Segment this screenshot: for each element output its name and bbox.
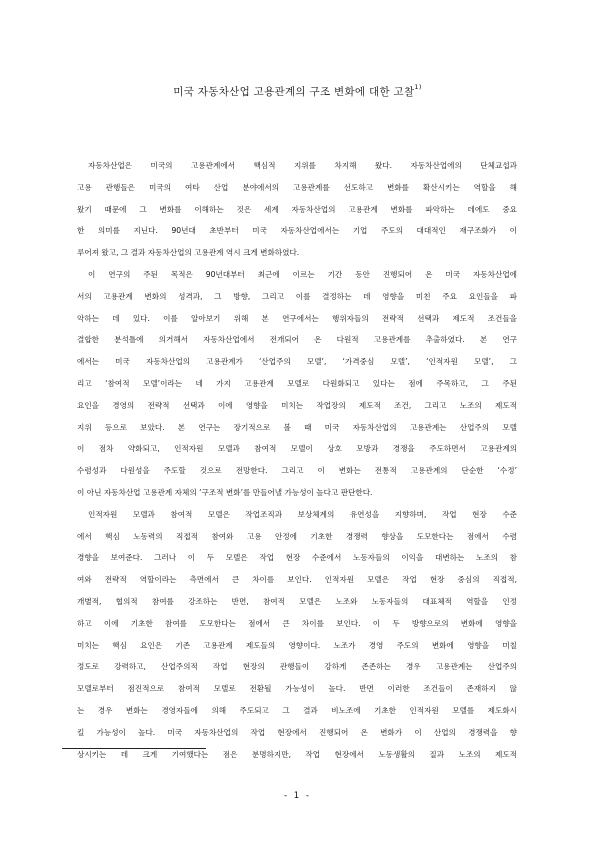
- text-line: 루어져 왔고, 그 결과 자동차산업의 고용관계 역시 크게 변화하였다.: [77, 248, 300, 258]
- text-line: 정도로 강력하고, 산업주의적 작업 현장의 관행들이 강하게 존존하는 경우 고용관계는 산업주의: [77, 662, 517, 672]
- title-footnote-marker: 1): [414, 83, 422, 91]
- text-line: 서의 고용관계 변화의 성격과, 그 방향, 그리고 이를 결정하는 데 영향을 미친 주요 요인들을 파: [77, 291, 517, 301]
- paragraph-3: [77, 504, 517, 766]
- text-line: 자동차산업은 미국의 고용관계에서 핵심적 지위를 차지해 왔다. 자동차산업에의 단체교섭과: [88, 161, 517, 170]
- text-line: 지위 등으로 보았다. 본 연구는 장기적으로 볼 때 미국 자동차산업의 고용관계는 산업주의 모델: [77, 422, 517, 432]
- text-line: 수렴성과 다원성을 주도할 것으로 전망한다. 그리고 이 변화는 전통적 고용관계의 단순한 ‘수정’: [77, 466, 517, 476]
- text-line: 모델로부터 점진적으로 참여적 모델로 전환될 가능성이 높다. 반면 이러한 조건들이 존재하지 않: [77, 684, 517, 694]
- footnote-divider: [62, 748, 206, 749]
- text-line: 요인을 경영의 전략적 선택과 이에 영향을 미치는 작업장의 제도적 조건, 그리고 노조의 제도적: [77, 400, 517, 410]
- text-line: 개별적, 협의적 참여를 강조하는 반면, 참여적 모델은 노조와 노동자들의 대표체적 역할을 인정: [77, 596, 517, 606]
- text-line: 한 의미를 지닌다. 90년대 초반부터 미국 자동차산업에서는 기업 주도의 대대적인 재구조화가 이: [77, 226, 517, 236]
- text-line: 여와 전략적 역할이라는 측면에서 큰 차이를 보인다. 인적자원 모델은 작업 현장 중심의 직접적,: [77, 575, 517, 585]
- text-line: 에서 핵심 노동력의 직접적 참여와 고용 안정에 기초한 경쟁력 향상을 도모한다는 점에서 수렴: [77, 531, 517, 541]
- text-line: 이 아닌 자동차산업 고용관계 자체의 ‘구조적 변화’를 만들어낼 가능성이 높다고 판단한다.: [77, 487, 373, 497]
- text-line: 악하는 데 있다. 이를 알아보기 위해 본 연구에서는 행위자들의 전략적 선택과 제도적 조건들을: [77, 313, 517, 323]
- title-text: 미국 자동차산업 고용관계의 구조 변화에 대한 고찰: [173, 86, 415, 98]
- text-line: 하고 이에 기초한 참여를 도모한다는 점에서 큰 차이를 보인다. 이 두 방향으로의 변화에 영향을: [77, 618, 517, 628]
- document-body: [77, 155, 517, 765]
- text-line: 이 연구의 주된 목적은 90년대부터 최근에 이르는 기간 동안 진행되어 온 미국 자동차산업에: [88, 269, 517, 279]
- text-line: 인적자원 모델과 참여적 모델은 작업조직과 보상체계의 유연성을 지향하며, 작업 현장 수준: [88, 509, 517, 519]
- text-line: 상시키는 데 크게 기여했다는 점은 분명하지만, 작업 현장에서 노동생활의 질과 노조의 제도적: [77, 749, 517, 759]
- text-line: 왔기 때문에 그 변화를 이해하는 것은 세계 자동차산업의 고용관계 변화를 파악하는 데에도 중요: [77, 204, 517, 214]
- text-line: 미치는 핵심 요인은 기존 고용관계 제도들의 영향이다. 노조가 경영 주도의 변화에 영향을 미칠: [77, 640, 517, 650]
- text-line: 는 경우 변화는 경영자들에 의해 주도되고 그 결과 비노조에 기초한 인적자원 모델를 제도화시: [77, 705, 517, 715]
- text-line: 리고 ‘참여적 모델’이라는 네 가지 고용관계 모델로 다원화되고 있다는 점에 주목하고, 그 주된: [77, 378, 517, 388]
- text-line: 킬 가능성이 높다. 미국 자동차산업의 작업 현장에서 진행되어 온 변화가 이 산업의 경쟁력을 향: [77, 727, 517, 737]
- text-line: 이 점차 약화되고, 인적자원 모델과 참여적 모델이 상호 모방과 경쟁을 주도하면서 고용관계의: [77, 444, 517, 454]
- text-line: 고용 관행들은 미국의 여타 산업 분야에서의 고용관계를 선도하고 변화를 확산시키는 역할을 해: [77, 182, 517, 192]
- document-title: [0, 84, 595, 99]
- text-line: 경향을 보여준다. 그러나 이 두 모델은 작업 현장 수준에서 노동자들의 이익을 대변하는 노조의 참: [77, 553, 517, 563]
- paragraph-2: [77, 264, 517, 504]
- text-line: 결합한 분석틀에 의거해서 자동차산업에서 전개되어 온 다원적 고용관계를 추출하였다. 본 연구: [77, 335, 517, 345]
- page-number: - 1 -: [284, 791, 311, 801]
- text-line: 에서는 미국 자동차산업의 고용관계가 ‘산업주의 모델’, ‘가격중심 모델’, ‘인적자원 모델’, 그: [77, 357, 517, 367]
- paragraph-1: [77, 155, 517, 264]
